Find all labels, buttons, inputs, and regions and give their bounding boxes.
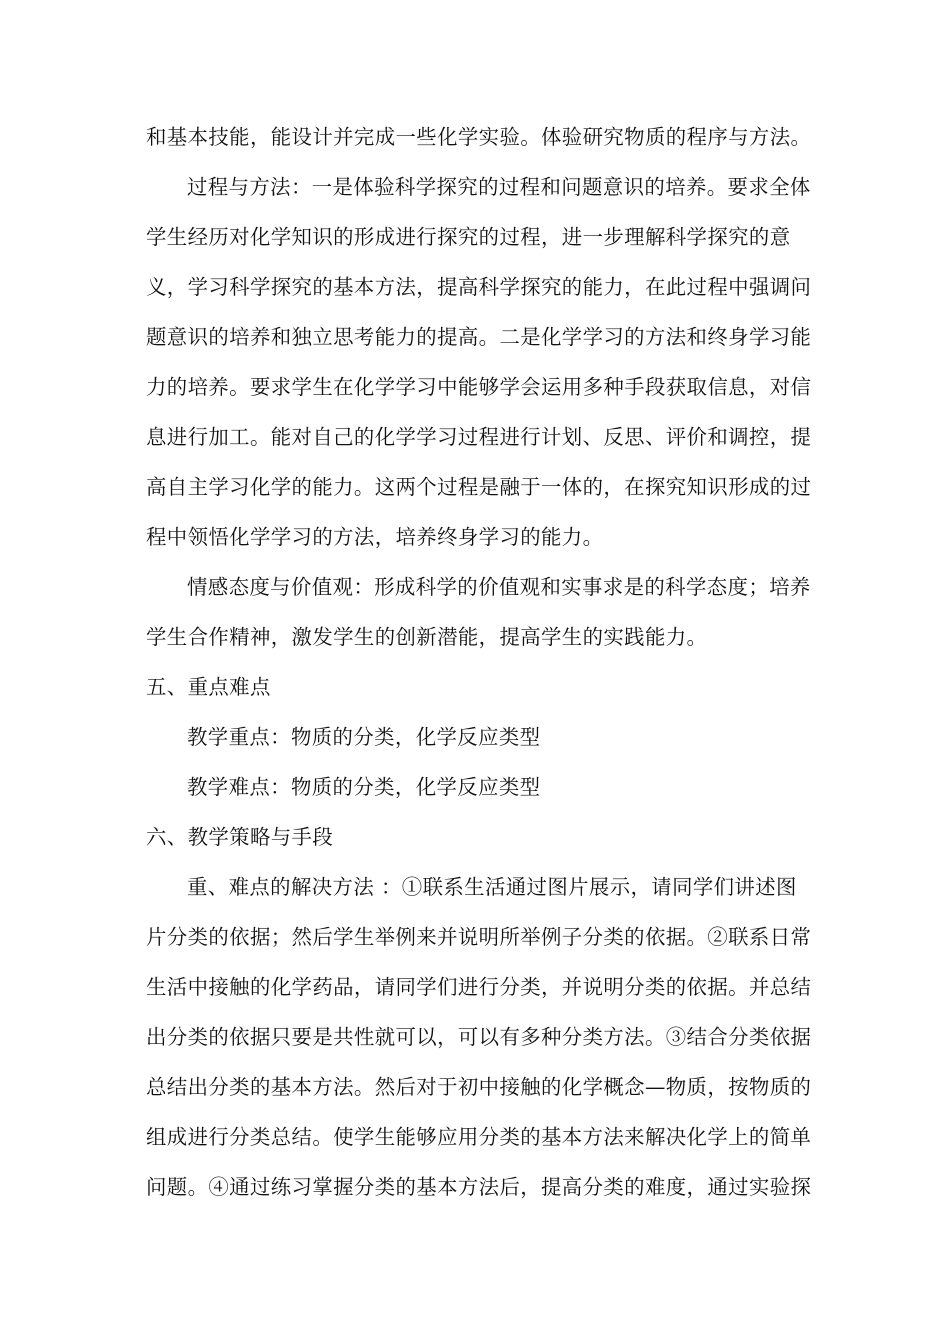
text-line: 出分类的依据只要是共性就可以，可以有多种分类方法。③结合分类依据 (146, 1025, 812, 1049)
text-line: 力的培养。要求学生在化学学习中能够学会运用多种手段获取信息，对信 (146, 375, 812, 399)
text-line: 片分类的依据；然后学生举例来并说明所举例子分类的依据。②联系日常 (146, 925, 812, 949)
text-line: 义，学习科学探究的基本方法，提高科学探究的能力，在此过程中强调问 (146, 275, 812, 299)
text-line: 问题。④通过练习掌握分类的基本方法后，提高分类的难度，通过实验探 (146, 1175, 812, 1199)
text-line: 教学重点：物质的分类，化学反应类型 (187, 725, 541, 749)
text-line: 和基本技能，能设计并完成一些化学实验。体验研究物质的程序与方法。 (146, 125, 812, 149)
text-line: 生活中接触的化学药品，请同学们进行分类，并说明分类的依据。并总结 (146, 975, 812, 999)
text-line: 高自主学习化学的能力。这两个过程是融于一体的，在探究知识形成的过 (146, 475, 812, 499)
text-line: 重、难点的解决方法 ：①联系生活通过图片展示，请同学们讲述图 (187, 875, 797, 899)
text-line: 教学难点：物质的分类，化学反应类型 (187, 775, 541, 799)
text-line: 学生合作精神，激发学生的创新潜能，提高学生的实践能力。 (146, 625, 708, 649)
text-line: 情感态度与价值观：形成科学的价值观和实事求是的科学态度；培养 (187, 575, 811, 599)
text-line: 组成进行分类总结。使学生能够应用分类的基本方法来解决化学上的简单 (146, 1125, 812, 1149)
text-line: 程中领悟化学学习的方法，培养终身学习的能力。 (146, 525, 604, 549)
text-line: 息进行加工。能对自己的化学学习过程进行计划、反思、评价和调控，提 (146, 425, 812, 449)
section-heading: 六、教学策略与手段 (146, 825, 334, 849)
section-heading: 五、重点难点 (146, 675, 271, 699)
text-line: 学生经历对化学知识的形成进行探究的过程，进一步理解科学探究的意 (146, 225, 791, 249)
text-line: 题意识的培养和独立思考能力的提高。二是化学学习的方法和终身学习能 (146, 325, 812, 349)
text-line: 总结出分类的基本方法。然后对于初中接触的化学概念—物质，按物质的 (146, 1075, 812, 1099)
text-line: 过程与方法：一是体验科学探究的过程和问题意识的培养。要求全体 (187, 175, 811, 199)
